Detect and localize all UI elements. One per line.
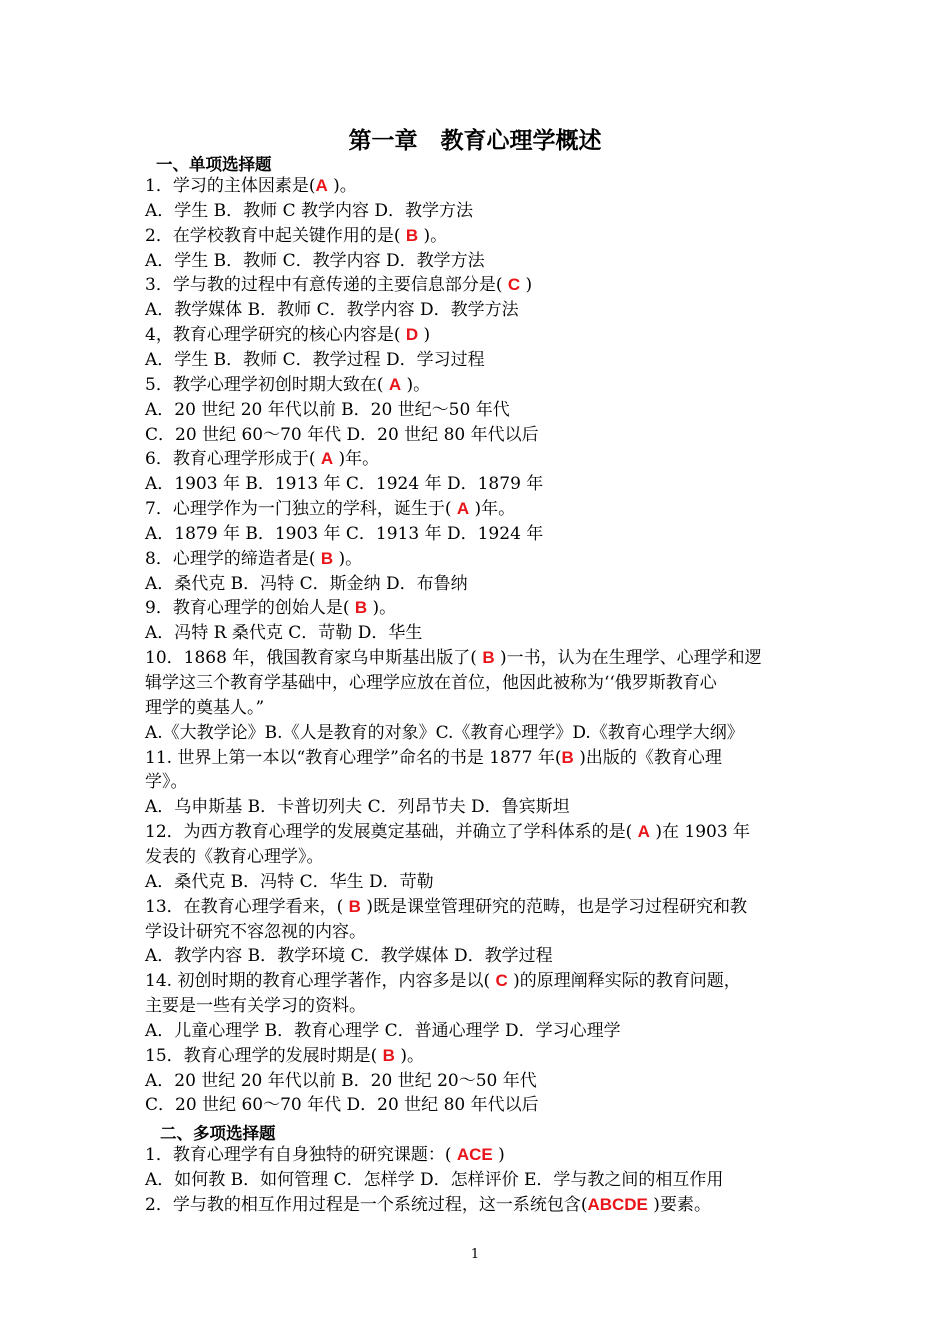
text-line [145, 473, 543, 495]
text-line [145, 448, 379, 470]
line-text: A．20 世纪 20 年代以前 B．20 世纪 20～50 年代 [145, 1070, 537, 1091]
line-text: 13．在教育心理学看来，( [145, 896, 349, 917]
line-text: 2．学与教的相互作用过程是一个系统过程，这一系统包含( [145, 1194, 588, 1215]
text-line [145, 1020, 621, 1042]
line-text: )出版的《教育心理 [573, 747, 722, 768]
section-multi-choice: 二、多项选择题 [160, 1124, 276, 1144]
line-text: )。 [367, 598, 397, 619]
text-line [145, 424, 539, 446]
line-text: )。 [401, 374, 431, 395]
text-line [145, 498, 515, 520]
text-line [145, 225, 447, 247]
line-text: 发表的《教育心理学》。 [145, 846, 324, 867]
text-line [145, 200, 473, 222]
text-line [145, 821, 750, 843]
text-line [145, 871, 434, 893]
line-text: 5．教学心理学初创时期大致在( [145, 374, 389, 395]
answer-mark: D [405, 325, 419, 345]
answer-mark: B [320, 548, 334, 568]
line-text: C．20 世纪 60～70 年代 D．20 世纪 80 年代以后 [145, 1095, 539, 1116]
line-text: A．教学内容 B．教学环境 C．教学媒体 D．教学过程 [145, 946, 553, 967]
answer-mark: B [348, 896, 361, 916]
line-text: 学设计研究不容忽视的内容。 [145, 921, 366, 942]
answer-mark: A [320, 449, 334, 469]
text-line [145, 324, 430, 346]
line-text: 主要是一些有关学习的资料。 [145, 996, 366, 1017]
line-text: A．儿童心理学 B．教育心理学 C．普通心理学 D．学习心理学 [145, 1020, 621, 1041]
line-text: ) [492, 1145, 505, 1166]
line-text: 1．教育心理学有自身独特的研究课题：( [145, 1145, 457, 1166]
line-text: 6．教育心理学形成于( [145, 449, 321, 470]
line-text: )在 1903 年 [649, 822, 751, 843]
line-text: A．学生 B．教师 C 教学内容 D．教学方法 [145, 200, 474, 221]
text-line [145, 1169, 723, 1191]
line-text: 学》。 [145, 772, 188, 793]
line-text: 10．1868 年，俄国教育家乌申斯基出版了( [145, 648, 483, 669]
line-text: A．如何教 B．如何管理 C．怎样学 D．怎样评价 E．学与教之间的相互作用 [145, 1170, 724, 1190]
text-line [145, 1070, 537, 1092]
text-line [145, 523, 543, 545]
text-line [145, 597, 396, 619]
line-text: )要素。 [647, 1194, 711, 1215]
line-text: 15．教育心理学的发展时期是( [145, 1045, 383, 1066]
text-line [145, 846, 324, 868]
text-line [145, 722, 744, 744]
text-line [145, 921, 366, 943]
answer-mark: B [354, 598, 368, 618]
line-text: C．20 世纪 60～70 年代 D．20 世纪 80 年代以后 [145, 424, 539, 445]
line-text: 12．为西方教育心理学的发展奠定基础，并确立了学科体系的是( [145, 822, 638, 843]
line-text: A．学生 B．教师 C．教学内容 D．教学方法 [145, 250, 485, 271]
answer-mark: ABCDE [587, 1194, 648, 1214]
line-text: )年。 [333, 449, 380, 470]
line-text: )。 [394, 1045, 424, 1066]
answer-mark: ACE [456, 1145, 493, 1165]
section-single-choice: 一、单项选择题 [156, 155, 272, 174]
answer-mark: B [482, 648, 495, 668]
line-text: A．桑代克 B．冯特 C．斯金纳 D．布鲁纳 [145, 573, 468, 594]
answer-mark: C [495, 971, 508, 991]
text-line [145, 747, 722, 769]
line-text: )。 [327, 176, 357, 196]
text-line [145, 945, 553, 967]
line-text: )的原理阐释实际的教育问题， [507, 971, 741, 992]
line-text: 14. 初创时期的教育心理学著作，内容多是以( [145, 971, 496, 992]
text-line [145, 970, 741, 992]
line-text: ) [520, 275, 533, 296]
line-text: )既是课堂管理研究的范畴，也是学习过程研究和教 [360, 896, 747, 917]
line-text: A．20 世纪 20 年代以前 B．20 世纪～50 年代 [145, 399, 510, 420]
line-text: 2．在学校教育中起关键作用的是( [145, 225, 406, 246]
text-line [145, 175, 357, 197]
page-number: 1 [470, 1247, 480, 1262]
answer-mark: A [456, 499, 470, 519]
line-text: 1．学习的主体因素是( [145, 176, 316, 196]
line-text: )年。 [469, 499, 516, 520]
line-text: 7．心理学作为一门独立的学科，诞生于( [145, 499, 457, 520]
line-text: A．学生 B．教师 C．教学过程 D．学习过程 [145, 349, 485, 370]
text-line [145, 1194, 711, 1216]
answer-mark: B [382, 1045, 395, 1065]
line-text: ) [418, 325, 431, 346]
line-text: A．1879 年 B．1903 年 C．1913 年 D．1924 年 [145, 523, 544, 544]
line-text: 理学的奠基人。” [145, 697, 265, 718]
line-text: 9．教育心理学的创始人是( [145, 598, 355, 619]
chapter-title: 第一章 教育心理学概述 [348, 128, 602, 154]
text-line [145, 672, 717, 694]
text-line [145, 1094, 539, 1116]
line-text: A．1903 年 B．1913 年 C．1924 年 D．1879 年 [145, 474, 544, 495]
line-text: )。 [333, 548, 363, 569]
line-text: A．桑代克 B．冯特 C．华生 D．苛勒 [145, 871, 434, 892]
text-line [145, 1045, 424, 1067]
answer-mark: A [315, 176, 328, 195]
text-line [145, 896, 747, 918]
text-line [145, 548, 362, 570]
text-line [145, 995, 366, 1017]
line-text: 11. 世界上第一本以“教育心理学”命名的书是 1877 年( [145, 747, 562, 768]
line-text: 4，教育心理学研究的核心内容是( [145, 325, 406, 346]
answer-mark: B [561, 747, 574, 767]
answer-mark: B [405, 225, 419, 245]
text-line [145, 573, 468, 595]
text-line [145, 622, 422, 644]
answer-mark: C [507, 275, 521, 295]
line-text: 8．心理学的缔造者是( [145, 548, 321, 569]
answer-mark: A [388, 374, 402, 394]
line-text: A．冯特 R 桑代克 C．苛勒 D．华生 [145, 623, 423, 644]
text-line [145, 399, 510, 421]
line-text: )。 [418, 225, 448, 246]
text-line [145, 771, 188, 793]
line-text: A．教学媒体 B．教师 C．教学内容 D．教学方法 [145, 300, 519, 321]
text-line [145, 796, 570, 818]
text-line [145, 299, 519, 321]
line-text: )一书，认为在生理学、心理学和逻 [494, 648, 762, 669]
answer-mark: A [637, 822, 650, 842]
line-text: 3．学与教的过程中有意传递的主要信息部分是( [145, 275, 508, 296]
line-text: A．乌申斯基 B．卡普切列夫 C．列昂节夫 D．鲁宾斯坦 [145, 797, 570, 818]
text-line [145, 349, 485, 371]
text-line [145, 697, 264, 719]
text-line [145, 274, 532, 296]
line-text: 辑学这三个教育学基础中，心理学应放在首位，他因此被称为‘‘俄罗斯教育心 [145, 673, 717, 693]
line-text: A.《大教学论》B.《人是教育的对象》C.《教育心理学》D.《教育心理学大纲》 [145, 722, 744, 743]
text-line [145, 374, 430, 396]
text-line [145, 250, 485, 272]
text-line [145, 1144, 505, 1166]
text-line [145, 647, 762, 669]
